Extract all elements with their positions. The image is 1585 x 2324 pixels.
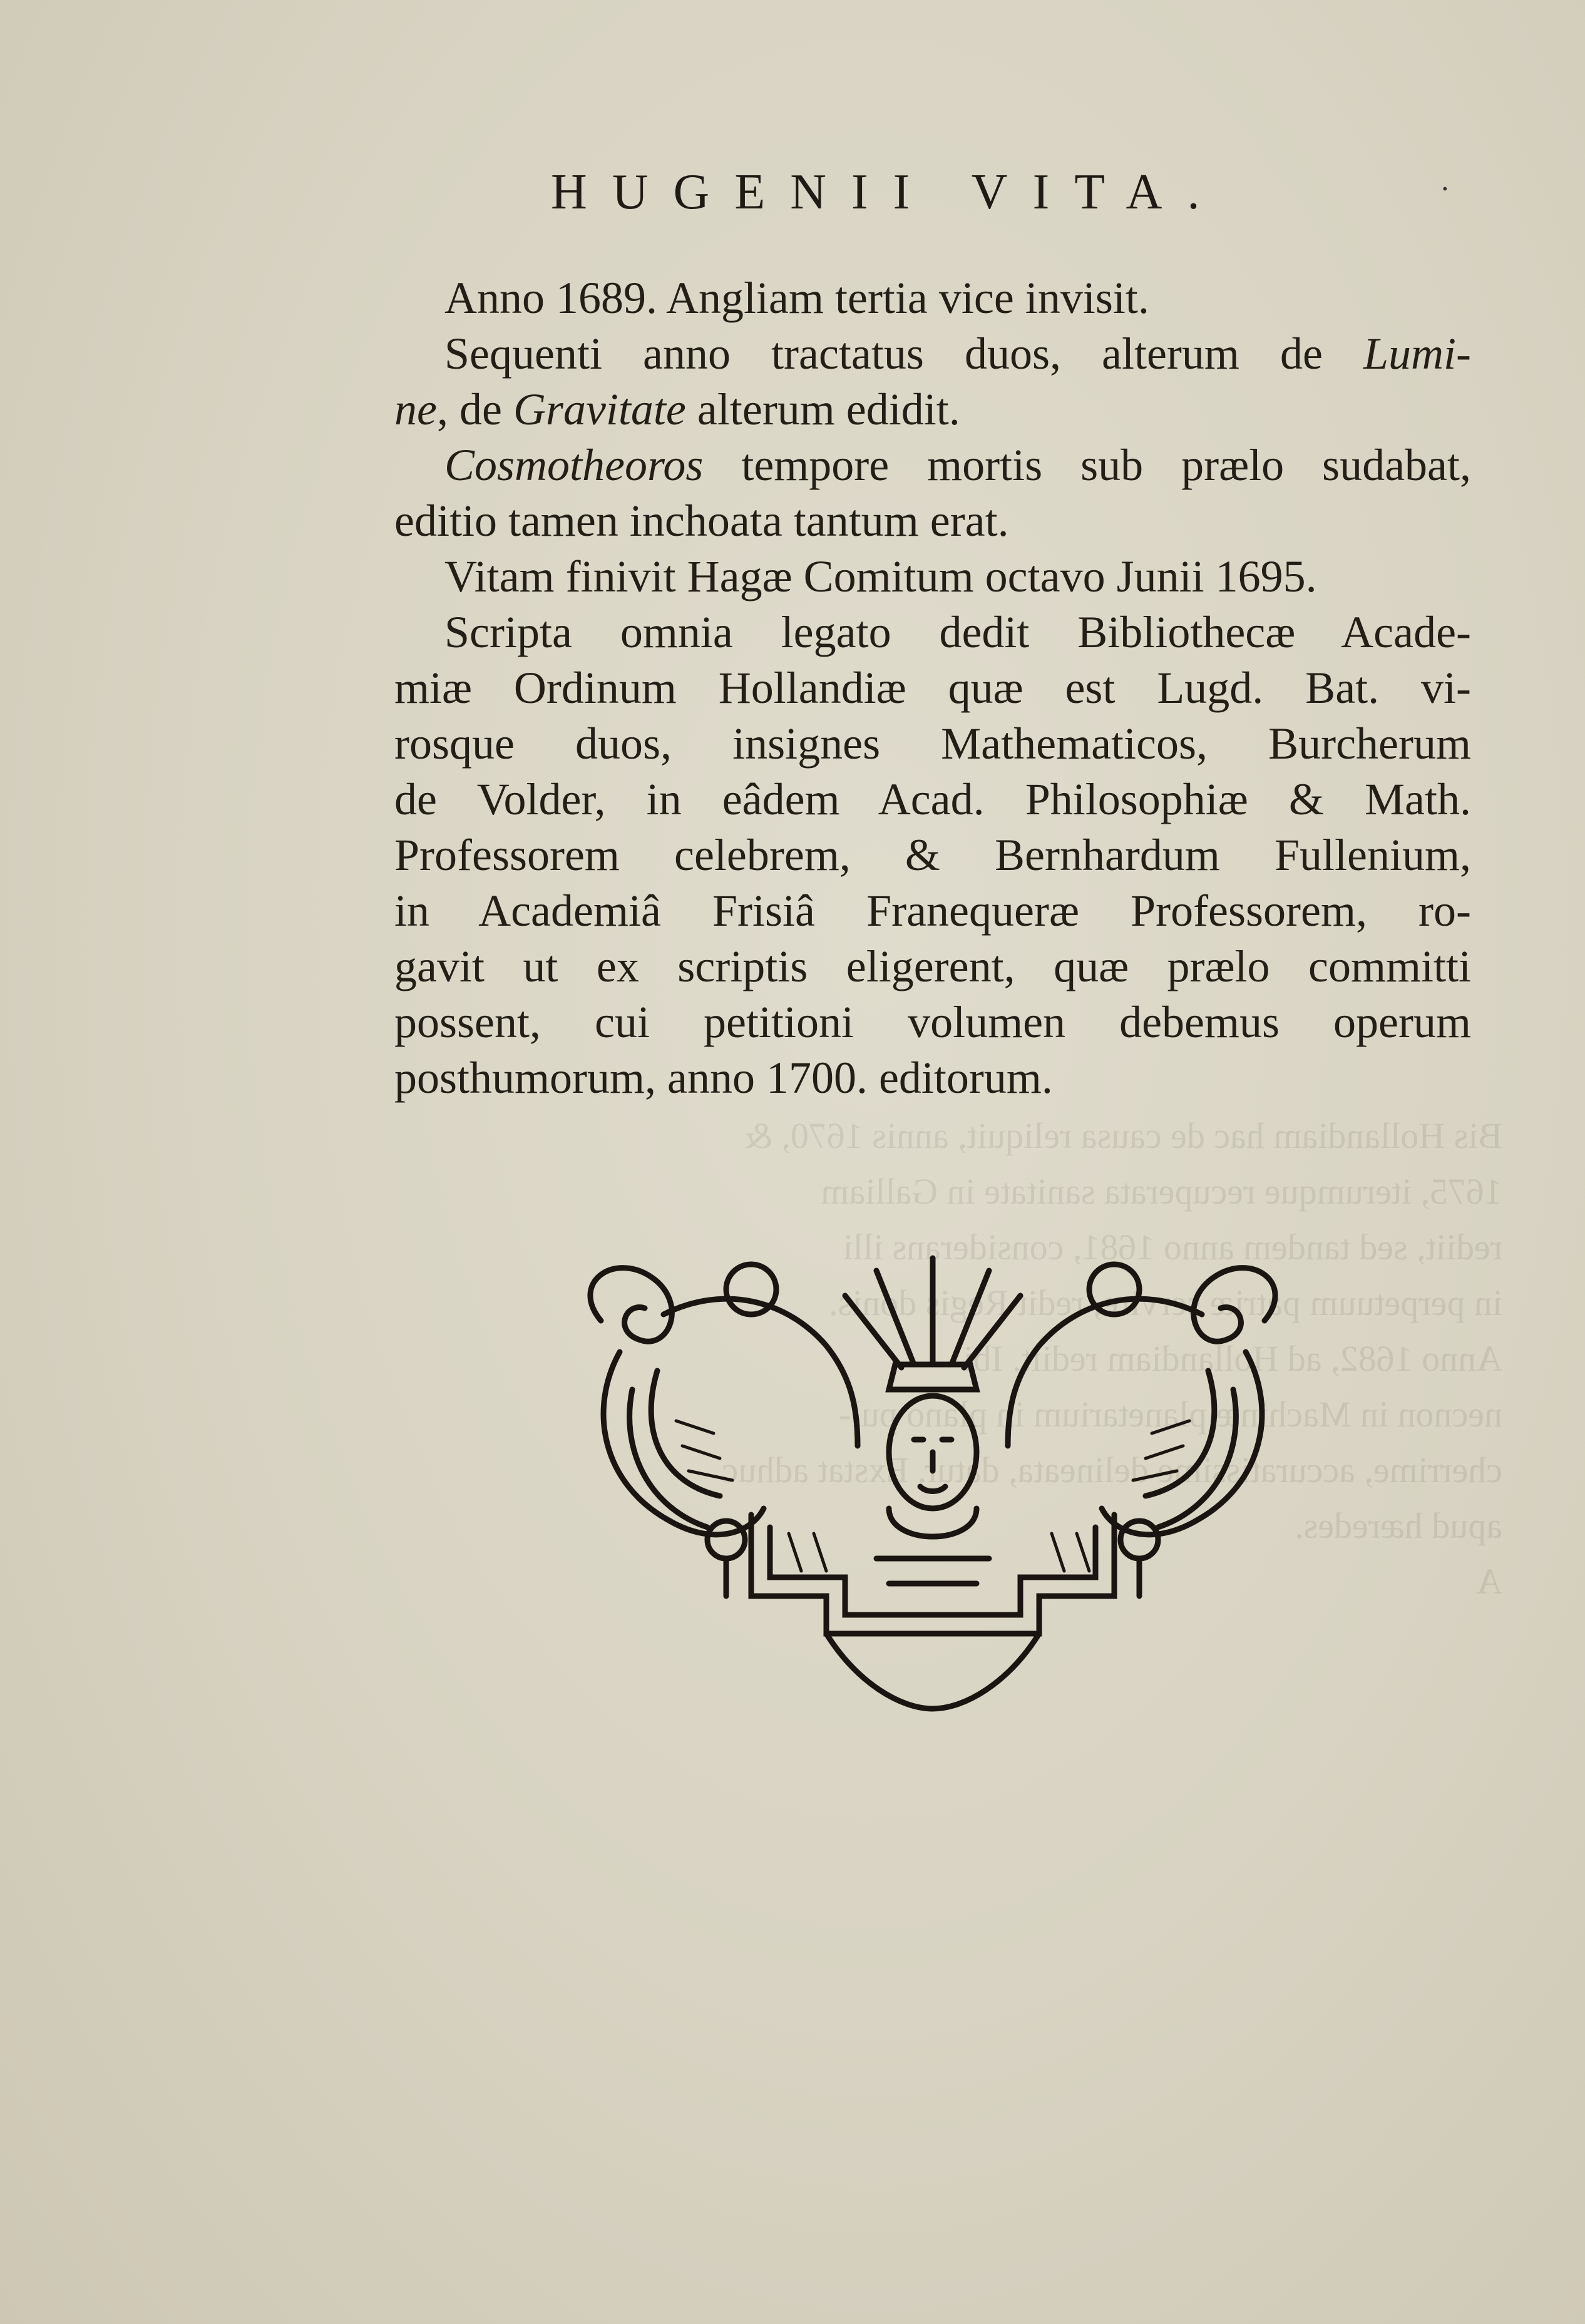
show-through-text: Bis Hollandiam hac de causa reliquit, annis 1670, & 1675, iterumque recuperata sanitate in Galliam rediit, sed tandem anno 1681, considerans illi in perpetuum patriæ servire, redit Regis donis. Anno 1682, ad Hollandiam rediit. Ibi necnon in Machinæ planetarium in plano pul- cherrime, accuratissime delineata, datur. Exstat adhuc apud hæredes. A <box>722 1115 1502 1602</box>
text-line: rosque duos, insignes Mathematicos, Burcherum <box>394 719 1471 769</box>
text-line: Sequenti anno tractatus duos, alterum de Lumi- <box>444 329 1471 379</box>
text-line: miæ Ordinum Hollandiæ quæ est Lugd. Bat. vi- <box>394 663 1471 713</box>
text-line: editio tamen inchoata tantum erat. <box>394 496 1009 546</box>
corner-mark: · <box>1440 171 1450 206</box>
woodcut-headpiece-icon <box>563 1246 1302 1721</box>
text-line: Scripta omnia legato dedit Bibliothecæ Acade- <box>444 607 1471 657</box>
text-line: gavit ut ex scriptis eligerent, quæ prælo committi <box>394 941 1471 991</box>
text-line: Anno 1689. Angliam tertia vice invisit. <box>444 273 1149 323</box>
text-line: Cosmotheoros tempore mortis sub prælo sudabat, <box>444 440 1471 490</box>
body-text <box>394 270 1471 1106</box>
text-line: Vitam finivit Hagæ Comitum octavo Junii 1695. <box>444 551 1317 601</box>
running-head: HUGENII VITA. <box>551 165 1225 220</box>
text-line: posthumorum, anno 1700. editorum. <box>394 1053 1053 1103</box>
text-line: ne, de Gravitate alterum edidit. <box>394 384 960 434</box>
text-line: Professorem celebrem, & Bernhardum Fullenium, <box>394 830 1471 880</box>
text-line: in Academiâ Frisiâ Franequeræ Professorem, ro- <box>394 886 1471 936</box>
text-line: possent, cui petitioni volumen debemus operum <box>394 997 1471 1047</box>
text-line: de Volder, in eâdem Acad. Philosophiæ & Math. <box>394 774 1471 824</box>
